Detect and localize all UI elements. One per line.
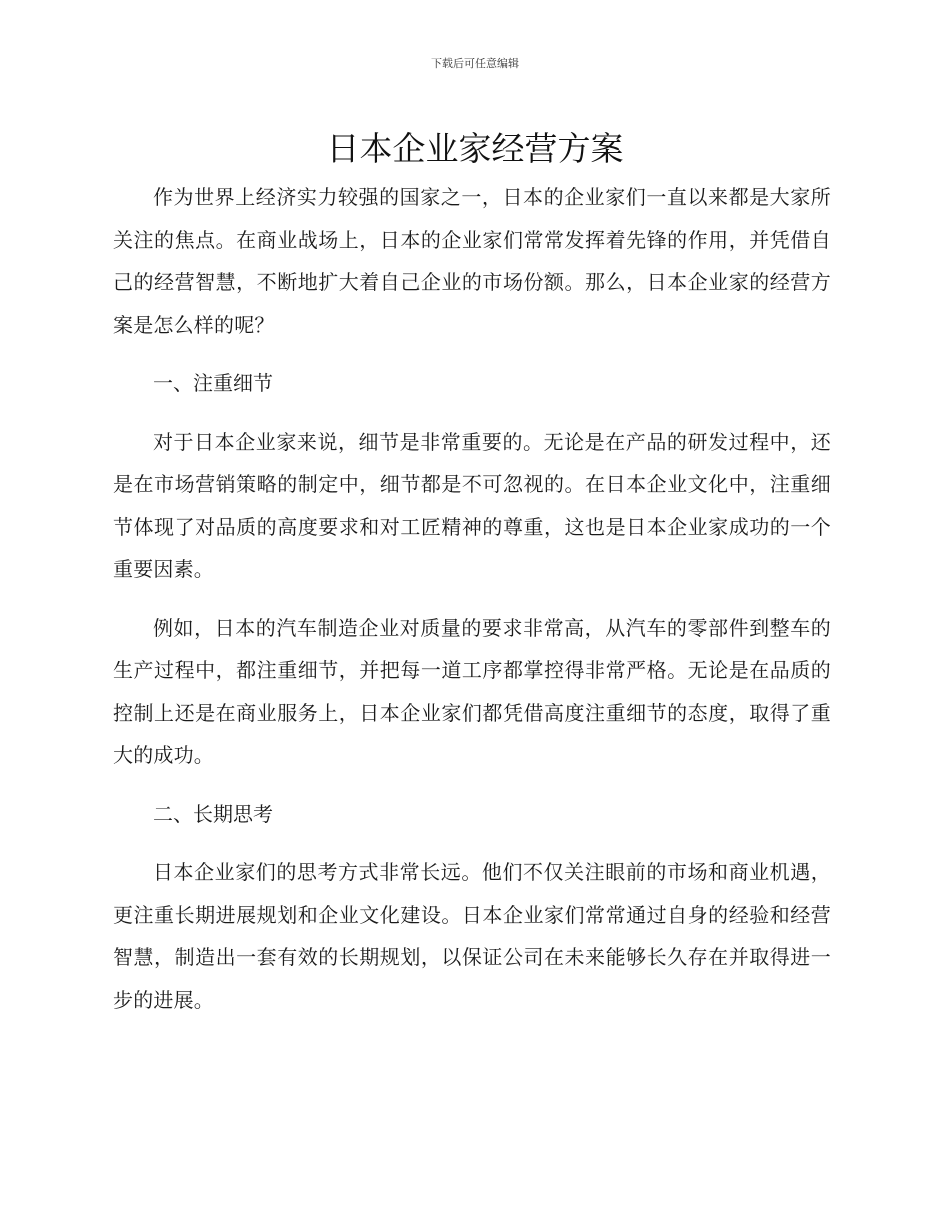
- section-heading-details: 一、注重细节: [153, 371, 273, 395]
- document-title: 日本企业家经营方案: [326, 129, 624, 168]
- header-note: 下载后可任意编辑: [431, 57, 519, 70]
- section-heading-long-term: 二、长期思考: [153, 801, 273, 826]
- document-body: [113, 176, 831, 1037]
- paragraph-details-2: 例如，日本的汽车制造企业对质量的要求非常高，从汽车的零部件到整车的生产过程中，都注重细节，并把每一道工序都掌控得非常严格。无论是在品质的控制上还是在商业服务上，日本企业家们都凭借高度注重细节的态度，取得了重大的成功。: [113, 615, 831, 767]
- paragraph-details-1: 对于日本企业家来说，细节是非常重要的。无论是在产品的研发过程中，还是在市场营销策略的制定中，细节都是不可忽视的。在日本企业文化中，注重细节体现了对品质的高度要求和对工匠精神的尊重，这也是日本企业家成功的一个重要因素。: [113, 429, 831, 581]
- paragraph-long-term-1: 日本企业家们的思考方式非常长远。他们不仅关注眼前的市场和商业机遇，更注重长期进展规划和企业文化建设。日本企业家们常常通过自身的经验和经营智慧，制造出一套有效的长期规划，以保证公司在未来能够长久存在并取得进一步的进展。: [113, 860, 831, 1012]
- intro-paragraph: 作为世界上经济实力较强的国家之一，日本的企业家们一直以来都是大家所关注的焦点。在商业战场上，日本的企业家们常常发挥着先锋的作用，并凭借自己的经营智慧，不断地扩大着自己企业的市场份额。那么，日本企业家的经营方案是怎么样的呢？: [113, 185, 831, 337]
